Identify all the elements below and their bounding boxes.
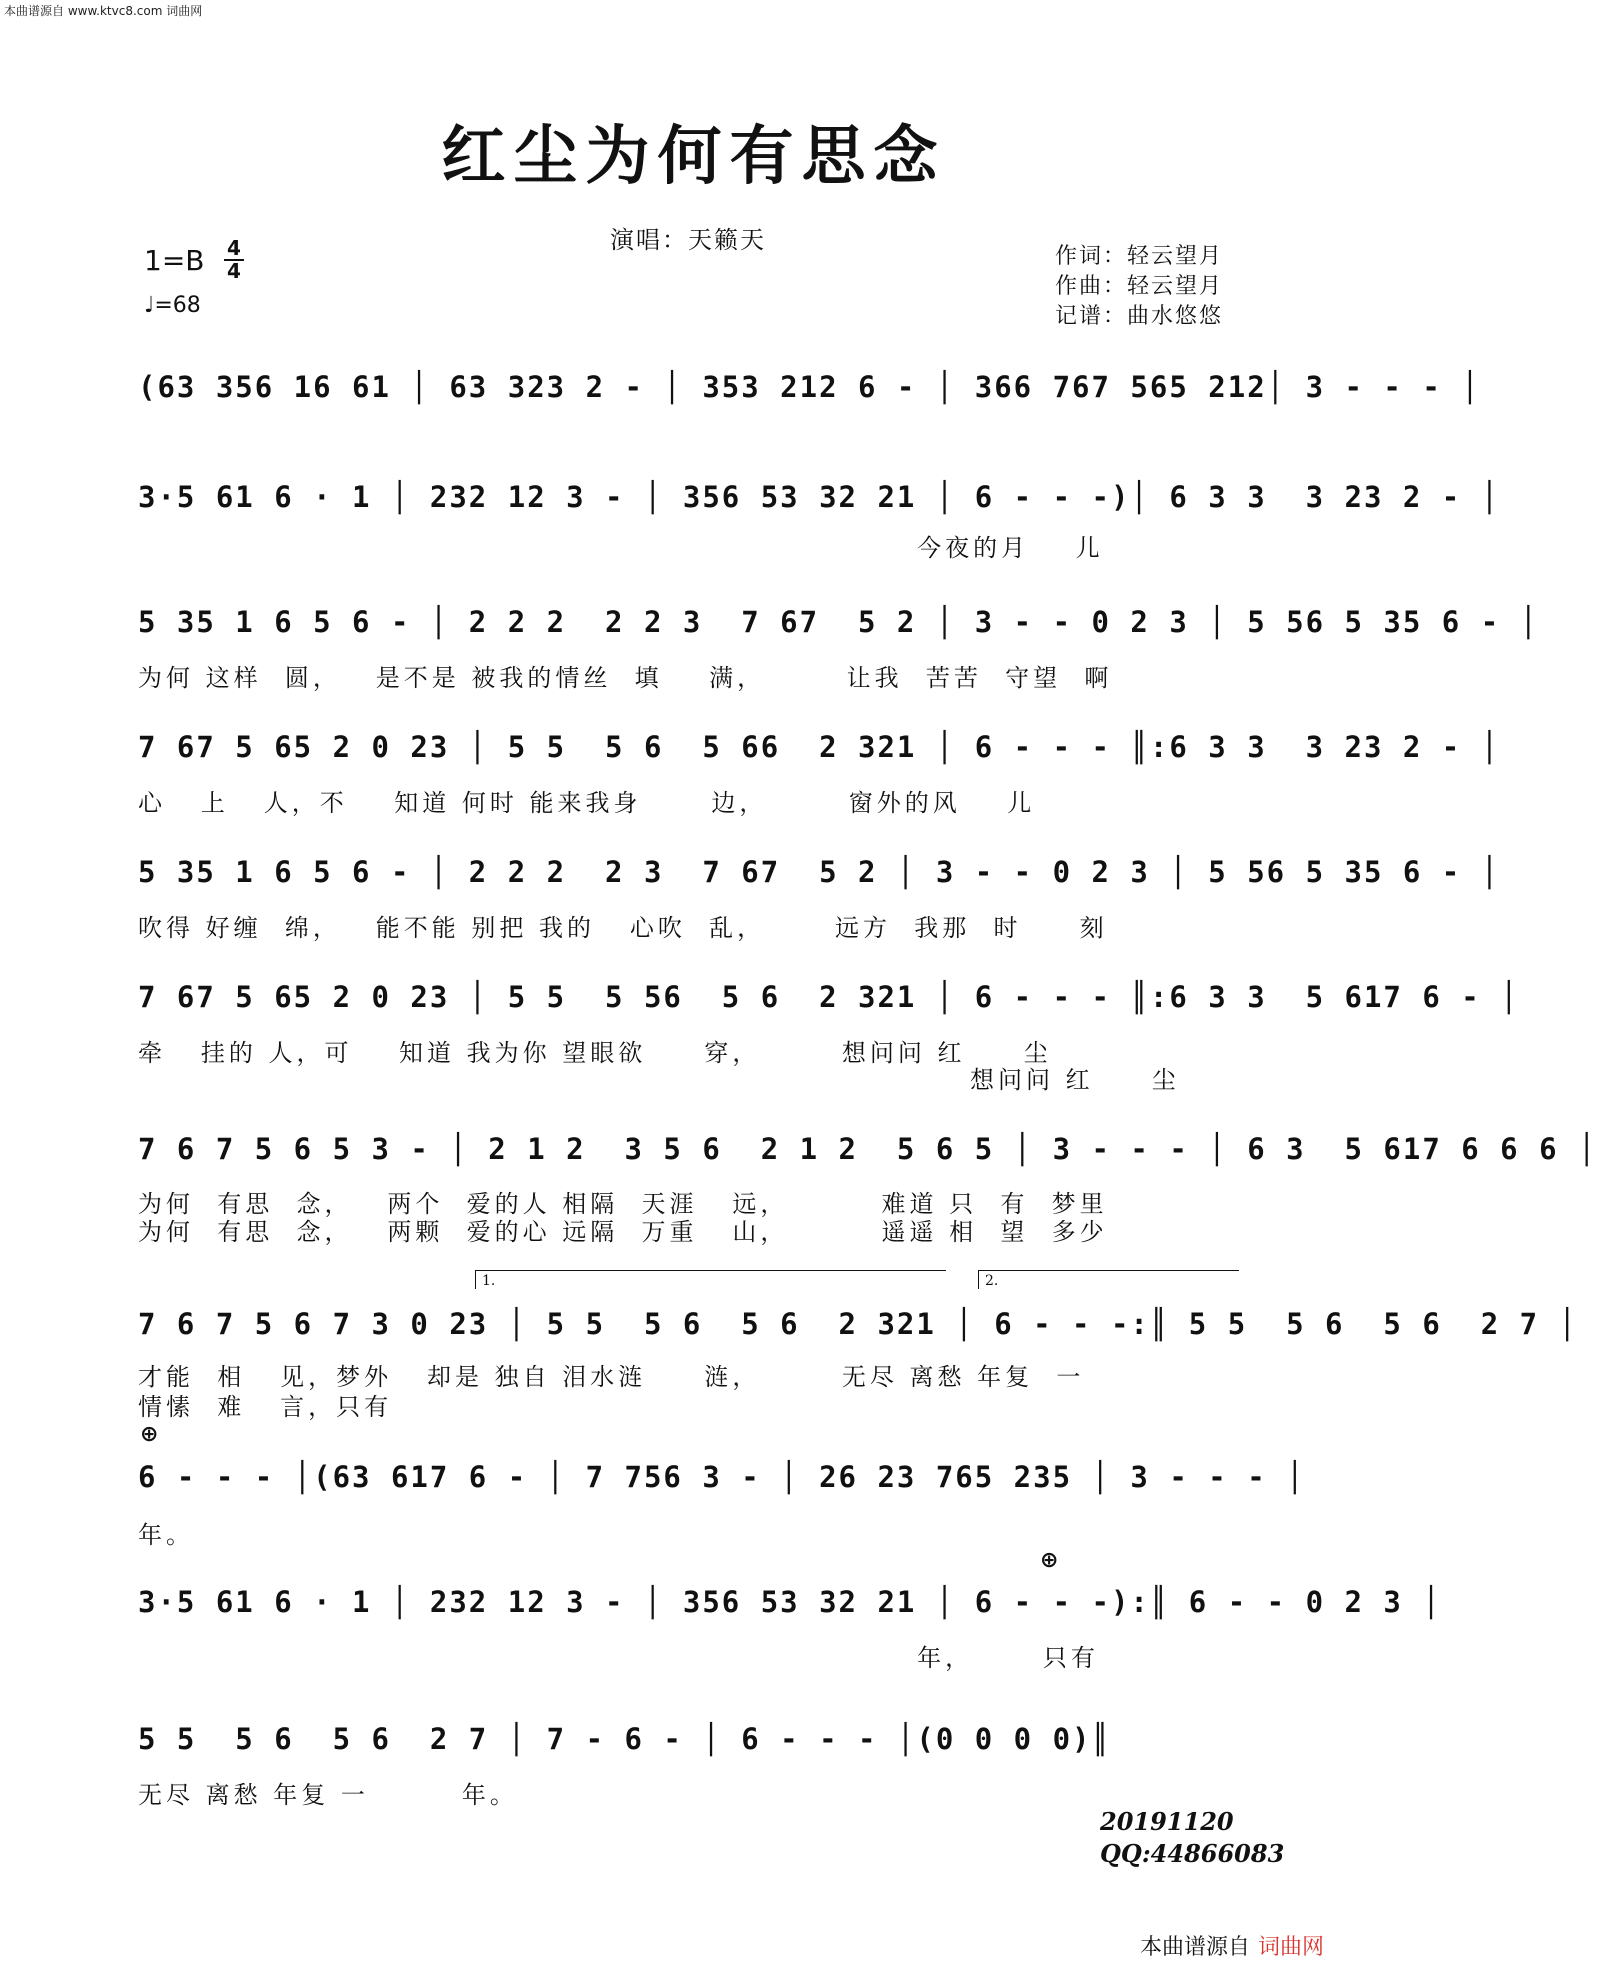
time-signature	[224, 238, 244, 282]
key-label: 1=B	[144, 244, 205, 277]
notes-line: 3·5 61 6 · 1 │ 232 12 3 - │ 356 53 32 21 │ 6 - - -):║ 6 - - 0 2 3 │	[138, 1585, 1442, 1619]
notes-line: (63 356 16 61 │ 63 323 2 - │ 353 212 6 - │ 366 767 565 212│ 3 - - - │	[138, 370, 1481, 404]
coda-icon-2: ⊕	[1040, 1548, 1059, 1573]
lyrics-line: 牵 挂的 人，可 知道 我为你 望眼欲 穿， 想问问 红 尘	[138, 1039, 1052, 1067]
volta-first-ending	[475, 1270, 946, 1289]
time-sig-bottom: 4	[224, 259, 244, 282]
lyrics-line: 年。	[138, 1521, 194, 1549]
lyrics-line-verse2: 为何 有思 念， 两颗 爱的心 远隔 万重 山， 遥遥 相 望 多少	[138, 1218, 1108, 1246]
key-signature	[144, 236, 241, 283]
coda-icon: ⊕	[140, 1422, 159, 1447]
badge-source: 本曲谱源自	[1140, 1935, 1251, 1960]
transcriber-credit: 记谱：曲水悠悠	[1055, 304, 1224, 329]
notes-line: 7 6 7 5 6 7 3 0 23 │ 5 5 5 6 5 6 2 321 │ 6 - - -:║ 5 5 5 6 5 6 2 7 │	[138, 1307, 1579, 1341]
source-label: 本曲谱源自 www.ktvc8.com 词曲网	[4, 4, 203, 18]
footer-info	[1100, 1806, 1284, 1870]
notes-line: 7 67 5 65 2 0 23 │ 5 5 5 56 5 6 2 321 │ 6 - - - ║:6 3 3 5 617 6 - │	[138, 980, 1520, 1014]
notes-line: 5 35 1 6 5 6 - │ 2 2 2 2 3 7 67 5 2 │ 3 - - 0 2 3 │ 5 56 5 35 6 - │	[138, 855, 1501, 889]
badge-brand: 词曲网	[1258, 1935, 1325, 1960]
notes-line: 3·5 61 6 · 1 │ 232 12 3 - │ 356 53 32 21 │ 6 - - -)│ 6 3 3 3 23 2 - │	[138, 480, 1501, 514]
notes-line: 7 6 7 5 6 5 3 - │ 2 1 2 3 5 6 2 1 2 5 6 5 │ 3 - - - │ 6 3 5 617 6 6 6 │	[138, 1132, 1597, 1166]
lyrics-line: 为何 这样 圆， 是不是 被我的情丝 填 满， 让我 苦苦 守望 啊	[138, 664, 1113, 692]
qq-number: QQ:44866083	[1100, 1839, 1285, 1868]
volta-second-label: 2.	[985, 1273, 999, 1289]
volta-first-label: 1.	[482, 1273, 496, 1289]
notes-line: 7 67 5 65 2 0 23 │ 5 5 5 6 5 66 2 321 │ 6 - - - ║:6 3 3 3 23 2 - │	[138, 730, 1501, 764]
lyrics-line: 吹得 好缠 绵， 能不能 别把 我的 心吹 乱， 远方 我那 时 刻	[138, 914, 1108, 942]
time-sig-top: 4	[227, 236, 241, 260]
tempo-marking: ♩=68	[144, 293, 201, 318]
bottom-badge	[1140, 1930, 1324, 1961]
lyrics-line: 心 上 人，不 知道 何时 能来我身 边， 窗外的风 儿	[138, 789, 1036, 817]
notes-line: 5 5 5 6 5 6 2 7 │ 7 - 6 - │ 6 - - - │(0 0 0 0)║	[138, 1722, 1111, 1756]
lyrics-line-verse2: 想问问 红 尘	[970, 1066, 1180, 1094]
notes-line: 6 - - - │(63 617 6 - │ 7 756 3 - │ 26 23 765 235 │ 3 - - - │	[138, 1460, 1306, 1494]
lyrics-line: 才能 相 见，梦外 却是 独自 泪水涟 涟， 无尽 离愁 年复 一	[138, 1363, 1085, 1391]
notes-line: 5 35 1 6 5 6 - │ 2 2 2 2 2 3 7 67 5 2 │ 3 - - 0 2 3 │ 5 56 5 35 6 - │	[138, 605, 1540, 639]
lyrics-line: 年， 只有	[138, 1644, 1099, 1672]
composer-credit: 作曲：轻云望月	[1055, 274, 1224, 299]
lyrics-line: 今夜的月 儿	[138, 534, 1104, 562]
volta-second-ending	[978, 1270, 1239, 1289]
song-title: 红尘为何有思念	[441, 119, 946, 194]
singer-credit: 演唱：天籁天	[610, 226, 766, 254]
credits-block	[1055, 242, 1223, 332]
lyricist-credit: 作词：轻云望月	[1055, 244, 1224, 269]
lyrics-line-verse2: 情愫 难 言，只有	[138, 1393, 393, 1421]
date-stamp: 20191120	[1100, 1807, 1234, 1836]
lyrics-line: 无尽 离愁 年复 一 年。	[138, 1781, 518, 1809]
lyrics-line: 为何 有思 念， 两个 爱的人 相隔 天涯 远， 难道 只 有 梦里	[138, 1190, 1108, 1218]
